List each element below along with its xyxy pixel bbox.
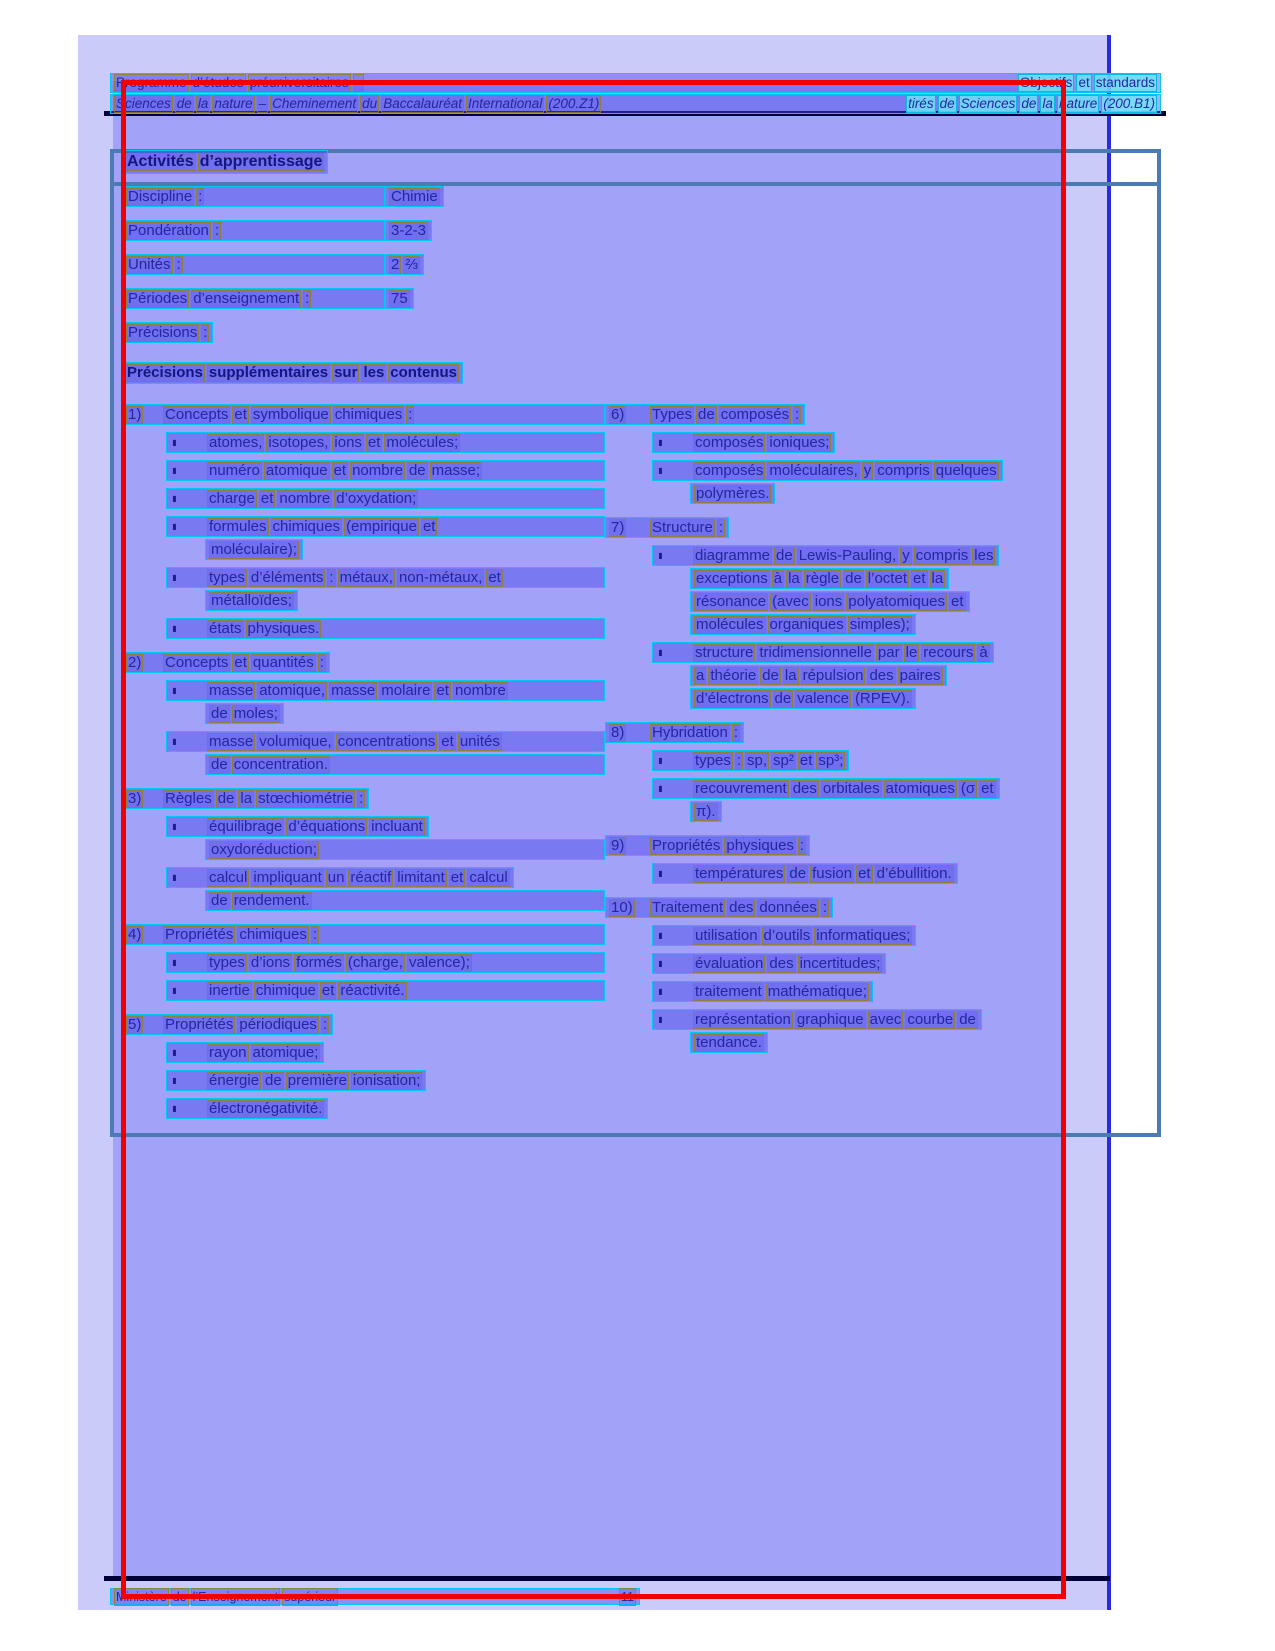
word-box: tendance. xyxy=(696,1033,762,1051)
word-box: l’Enseignement xyxy=(192,1589,279,1604)
word-box: répulsion xyxy=(802,666,864,684)
word-box: du xyxy=(362,96,378,111)
word-box: première xyxy=(287,1071,347,1089)
word-box: et xyxy=(234,405,247,423)
word-box: charge xyxy=(209,489,255,507)
word-box: 3-2-3 xyxy=(391,221,427,239)
word-box: utilisation xyxy=(695,926,758,944)
word-box: des xyxy=(869,666,894,684)
bullet-icon: ▮ xyxy=(172,573,177,582)
word-box: nombre xyxy=(454,681,506,699)
word-box: Concepts xyxy=(165,405,229,423)
word-box: : xyxy=(822,898,828,916)
word-box: l’octet xyxy=(867,569,907,587)
word-box: atomes, xyxy=(209,433,263,451)
word-box: d’éléments xyxy=(250,568,324,586)
word-box: équilibrage xyxy=(209,817,283,835)
word-box: contenus xyxy=(390,364,457,381)
word-box: Précisions xyxy=(128,323,198,341)
word-box: y xyxy=(902,546,910,564)
bullet-icon: ▮ xyxy=(172,1104,177,1113)
word-box: tirés xyxy=(908,96,934,111)
word-box: ⅔ xyxy=(405,255,418,273)
word-box: états xyxy=(209,619,242,637)
word-box: rayon xyxy=(209,1043,247,1061)
list-number: 6) xyxy=(611,405,625,423)
word-box: composés xyxy=(695,433,764,451)
bullet-icon: ▮ xyxy=(658,931,663,940)
bullet-icon: ▮ xyxy=(658,438,663,447)
list-number: 1) xyxy=(128,405,142,423)
word-box: évaluation xyxy=(695,954,764,972)
word-box: et xyxy=(234,653,247,671)
word-box: International xyxy=(468,96,543,111)
word-box: moles; xyxy=(233,704,278,722)
word-box: : xyxy=(203,323,208,341)
bullet-icon: ▮ xyxy=(172,873,177,882)
word-box: atomique xyxy=(265,461,328,479)
word-box: à xyxy=(979,643,988,661)
word-box: types xyxy=(209,568,245,586)
word-box: nombre xyxy=(279,489,331,507)
word-box: représentation xyxy=(695,1010,791,1028)
word-box: Programme xyxy=(116,75,187,90)
word-box: : xyxy=(329,568,334,586)
bullet-icon: ▮ xyxy=(172,624,177,633)
list-number: 10) xyxy=(611,898,633,916)
word-box: volumique, xyxy=(259,732,332,750)
word-box: Baccalauréat xyxy=(383,96,463,111)
word-box: valence); xyxy=(408,953,470,971)
bullet-icon: ▮ xyxy=(658,869,663,878)
word-box: : xyxy=(359,789,364,807)
bullet-icon: ▮ xyxy=(658,551,663,560)
word-box: : xyxy=(795,405,800,423)
word-box: : xyxy=(408,405,413,423)
word-box: Discipline xyxy=(128,187,193,205)
word-box: données xyxy=(759,898,817,916)
word-box: de xyxy=(172,1589,187,1604)
list-number: 5) xyxy=(128,1015,142,1033)
word-box: chimiques xyxy=(334,405,403,423)
word-box: non-métaux, xyxy=(398,568,483,586)
bullet-icon: ▮ xyxy=(172,1076,177,1085)
word-box: sur xyxy=(334,364,358,381)
bullet-icon: ▮ xyxy=(658,466,663,475)
word-box: unités xyxy=(459,732,500,750)
word-box: limitant xyxy=(397,868,445,886)
word-box: masse; xyxy=(431,461,480,479)
word-box: d’ions xyxy=(250,953,291,971)
word-box: les xyxy=(974,546,994,564)
word-box: Chimie xyxy=(391,187,438,205)
word-box: standards xyxy=(1095,75,1155,90)
word-box: informatiques; xyxy=(816,926,911,944)
word-box: rendement. xyxy=(233,891,310,909)
list-number: 3) xyxy=(128,789,142,807)
word-box: valence xyxy=(797,689,849,707)
word-box: Structure xyxy=(652,518,713,536)
word-box: Propriétés xyxy=(165,925,234,943)
word-box: de xyxy=(762,666,779,684)
word-box: le xyxy=(905,643,918,661)
word-box: nature xyxy=(1058,96,1098,111)
word-box: Précisions xyxy=(127,364,203,381)
word-box: ions xyxy=(334,433,362,451)
word-box: masse xyxy=(209,732,254,750)
list-number: 2) xyxy=(128,653,142,671)
word-box: concentration. xyxy=(233,755,328,773)
word-box: 2 xyxy=(391,255,400,273)
word-box: compris xyxy=(915,546,969,564)
word-box: à xyxy=(773,569,783,587)
bullet-icon: ▮ xyxy=(172,737,177,746)
word-box: (charge, xyxy=(347,953,403,971)
word-box: : xyxy=(198,187,203,205)
word-box: physiques xyxy=(726,836,794,854)
word-box: sp² xyxy=(773,751,794,769)
bullet-icon: ▮ xyxy=(172,466,177,475)
word-box: sp³; xyxy=(818,751,844,769)
word-box: calcul xyxy=(469,868,508,886)
word-box: de xyxy=(211,755,228,773)
word-box: symbolique xyxy=(252,405,329,423)
word-box: les xyxy=(363,364,385,381)
word-box: impliquant xyxy=(253,868,322,886)
word-box: exceptions xyxy=(696,569,768,587)
word-box: de xyxy=(1021,96,1037,111)
word-box: de xyxy=(211,891,228,909)
word-box: par xyxy=(877,643,900,661)
word-box: simples); xyxy=(849,615,910,633)
word-box: concentrations xyxy=(337,732,436,750)
word-box: Unités xyxy=(128,255,171,273)
word-box: Ministère xyxy=(116,1589,167,1604)
bullet-icon: ▮ xyxy=(172,822,177,831)
word-box: stœchiométrie xyxy=(258,789,354,807)
list-number: 9) xyxy=(611,836,625,854)
bullet-icon: ▮ xyxy=(172,958,177,967)
word-box: des xyxy=(729,898,754,916)
word-box: règle xyxy=(805,569,840,587)
word-box: paires xyxy=(899,666,941,684)
word-box: de xyxy=(176,96,192,111)
word-box: des xyxy=(769,954,794,972)
word-box: : xyxy=(718,518,724,536)
bullet-icon: ▮ xyxy=(172,438,177,447)
word-box: traitement xyxy=(695,982,762,1000)
word-box: polyatomiques xyxy=(848,592,946,610)
word-box: d’oxydation; xyxy=(336,489,417,507)
word-box: de xyxy=(698,405,715,423)
word-box: Concepts xyxy=(165,653,229,671)
word-box: composés xyxy=(695,461,764,479)
word-box: de xyxy=(959,1010,976,1028)
word-box: moléculaire); xyxy=(211,540,297,558)
word-box: des xyxy=(792,779,817,797)
word-box: incluant xyxy=(371,817,423,835)
word-box: préuniversitaires xyxy=(249,75,349,90)
word-box: théorie xyxy=(710,666,757,684)
word-box: fusion xyxy=(812,864,853,882)
word-box: nombre xyxy=(352,461,403,479)
word-box: (empirique xyxy=(346,517,417,535)
word-box: d’apprentissage xyxy=(199,153,323,170)
word-box: d’études xyxy=(192,75,244,90)
word-box: – xyxy=(354,75,363,90)
word-box: chimique xyxy=(255,981,316,999)
word-box: graphique xyxy=(796,1010,864,1028)
word-box: oxydoréduction; xyxy=(211,840,317,858)
word-box: a xyxy=(696,666,705,684)
word-box: de xyxy=(845,569,862,587)
word-box: et xyxy=(488,568,501,586)
word-box: d’enseignement xyxy=(193,289,300,307)
word-box: un xyxy=(327,868,345,886)
word-box: et xyxy=(981,779,994,797)
list-number: 7) xyxy=(611,518,625,536)
word-box: y xyxy=(863,461,872,479)
word-box: résonance xyxy=(696,592,767,610)
word-box: Propriétés xyxy=(652,836,721,854)
word-box: de xyxy=(776,546,793,564)
word-box: de xyxy=(211,704,228,722)
word-box: de xyxy=(408,461,426,479)
word-box: et xyxy=(367,433,381,451)
word-box: Objectifs xyxy=(1019,75,1073,90)
word-box: : xyxy=(799,836,805,854)
word-box: la xyxy=(931,569,944,587)
word-box: masse xyxy=(209,681,254,699)
word-box: quantités xyxy=(252,653,314,671)
word-box: recouvrement xyxy=(695,779,787,797)
word-box: de xyxy=(217,789,235,807)
word-box: la xyxy=(788,569,800,587)
word-box: ioniques; xyxy=(769,433,830,451)
word-box: atomiques xyxy=(885,779,955,797)
word-box: physiques. xyxy=(247,619,320,637)
word-box: Sciences xyxy=(960,96,1016,111)
word-box: – xyxy=(258,96,267,111)
word-box: d’électrons xyxy=(696,689,769,707)
list-number: 8) xyxy=(611,723,625,741)
word-box: et xyxy=(260,489,274,507)
word-box: et xyxy=(441,732,454,750)
word-box: calcul xyxy=(209,868,248,886)
word-box: Pondération xyxy=(128,221,209,239)
word-box: : xyxy=(312,925,318,943)
word-box: mathématique; xyxy=(767,982,867,1000)
bullet-icon: ▮ xyxy=(658,784,663,793)
word-box: Activités xyxy=(127,153,194,170)
word-box: la xyxy=(240,789,253,807)
word-box: numéro xyxy=(209,461,260,479)
word-box: 11 xyxy=(621,1589,634,1604)
word-box: orbitales xyxy=(822,779,880,797)
word-box: Hybridation xyxy=(652,723,728,741)
word-box: et xyxy=(422,517,436,535)
word-box: de xyxy=(774,689,792,707)
word-box: et xyxy=(1078,75,1090,90)
word-box: composés xyxy=(720,405,790,423)
word-box: atomique, xyxy=(259,681,326,699)
word-box: de xyxy=(789,864,807,882)
word-box: 75 xyxy=(391,289,408,307)
word-box: la xyxy=(197,96,209,111)
bullet-icon: ▮ xyxy=(172,686,177,695)
word-box: et xyxy=(799,751,813,769)
word-box: réactivité. xyxy=(340,981,405,999)
word-box: incertitudes; xyxy=(799,954,881,972)
bullet-icon: ▮ xyxy=(658,756,663,765)
word-box: (RPEV). xyxy=(854,689,910,707)
word-box: diagramme xyxy=(695,546,771,564)
word-box: molécules; xyxy=(386,433,459,451)
bullet-icon: ▮ xyxy=(658,648,663,657)
bullet-icon: ▮ xyxy=(172,522,177,531)
word-box: : xyxy=(176,255,181,273)
word-box: électronégativité. xyxy=(209,1099,323,1117)
word-box: Types xyxy=(652,405,693,423)
word-box: courbe xyxy=(907,1010,954,1028)
word-box: et xyxy=(951,592,964,610)
word-box: Sciences xyxy=(116,96,171,111)
word-box: températures xyxy=(695,864,784,882)
word-box: inertie xyxy=(209,981,250,999)
word-box: formules xyxy=(209,517,267,535)
word-box: Règles xyxy=(165,789,212,807)
word-box: et xyxy=(912,569,926,587)
word-box: organiques xyxy=(769,615,844,633)
word-box: et xyxy=(333,461,347,479)
word-box: polymères. xyxy=(696,484,770,502)
word-box: : xyxy=(733,723,739,741)
word-box: masse xyxy=(331,681,376,699)
word-box: molaire xyxy=(381,681,431,699)
bullet-icon: ▮ xyxy=(172,1048,177,1057)
word-box: et xyxy=(321,981,335,999)
word-box: molécules xyxy=(696,615,764,633)
word-box: isotopes, xyxy=(268,433,329,451)
bullet-icon: ▮ xyxy=(658,987,663,996)
word-box: et xyxy=(450,868,464,886)
word-box: et xyxy=(436,681,449,699)
word-box: quelques xyxy=(935,461,997,479)
word-box: Périodes xyxy=(128,289,188,307)
word-box: chimiques xyxy=(272,517,341,535)
bullet-icon: ▮ xyxy=(658,959,663,968)
word-box: Lewis-Pauling, xyxy=(798,546,897,564)
bullet-icon: ▮ xyxy=(658,1015,663,1024)
word-box: sp, xyxy=(747,751,768,769)
word-box: supérieur xyxy=(284,1589,337,1604)
word-box: chimiques xyxy=(239,925,307,943)
word-box: atomique; xyxy=(252,1043,319,1061)
word-box: types xyxy=(695,751,731,769)
word-box: d’ébullition. xyxy=(876,864,952,882)
word-box: ionisation; xyxy=(352,1071,421,1089)
bullet-icon: ▮ xyxy=(172,494,177,503)
word-box: métaux, xyxy=(339,568,393,586)
word-box: (200.B1) xyxy=(1103,96,1155,111)
word-box: compris xyxy=(877,461,930,479)
word-box: ions xyxy=(814,592,843,610)
word-box: la xyxy=(784,666,797,684)
word-box: et xyxy=(858,864,871,882)
word-box: types xyxy=(209,953,245,971)
word-box: Traitement xyxy=(652,898,724,916)
word-box: tridimensionnelle xyxy=(759,643,872,661)
word-box: nature xyxy=(214,96,253,111)
word-box: énergie xyxy=(209,1071,260,1089)
word-box: : xyxy=(319,653,324,671)
word-box: : xyxy=(322,1015,328,1033)
word-box: formés xyxy=(296,953,342,971)
word-box: (σ xyxy=(960,779,976,797)
bullet-icon: ▮ xyxy=(172,986,177,995)
word-box: réactif xyxy=(350,868,392,886)
word-box: : xyxy=(305,289,310,307)
list-number: 4) xyxy=(128,925,142,943)
word-box: d’outils xyxy=(763,926,811,944)
word-box: recours xyxy=(923,643,974,661)
word-box: périodiques xyxy=(239,1015,317,1033)
word-box: la xyxy=(1042,96,1053,111)
word-box: supplémentaires xyxy=(208,364,329,381)
word-box: (avec xyxy=(772,592,809,610)
word-box: métalloïdes; xyxy=(211,591,292,609)
word-box: Propriétés xyxy=(165,1015,234,1033)
word-box: structure xyxy=(695,643,754,661)
word-box: (200.Z1) xyxy=(548,96,600,111)
word-box: de xyxy=(265,1071,282,1089)
word-box: moléculaires, xyxy=(769,461,858,479)
word-box: : xyxy=(214,221,220,239)
annotation-red-rectangle xyxy=(121,80,1066,1599)
word-box: π). xyxy=(696,802,716,820)
word-box: Cheminement xyxy=(272,96,357,111)
word-box: : xyxy=(736,751,742,769)
word-box: avec xyxy=(869,1010,902,1028)
word-box: de xyxy=(939,96,955,111)
word-box: d’équations xyxy=(288,817,366,835)
